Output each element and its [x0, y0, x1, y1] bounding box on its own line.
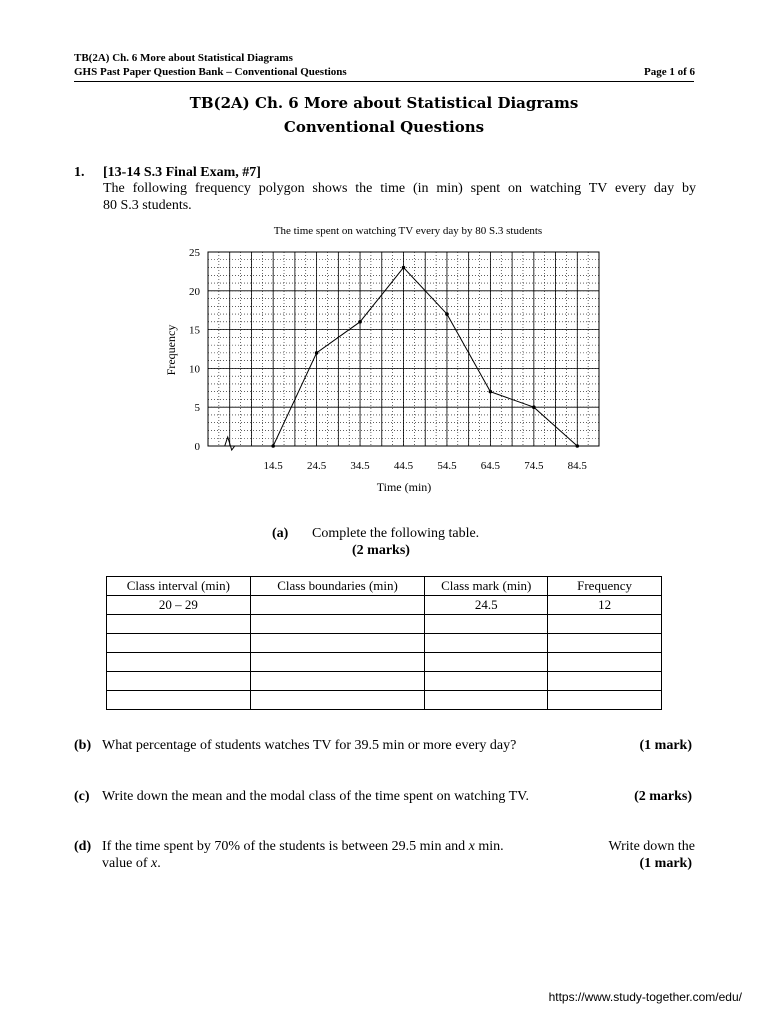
- chart-title: The time spent on watching TV every day by 80 S.3 students: [273, 225, 543, 237]
- x-axis-ticks: [264, 460, 588, 472]
- header-line1: TB(2A) Ch. 6 More about Statistical Diagrams: [74, 52, 293, 64]
- table-cell[interactable]: [250, 634, 425, 653]
- part-d-tail: Write down the: [608, 839, 695, 854]
- table-cell[interactable]: [107, 615, 251, 634]
- table-row: [107, 672, 662, 691]
- y-tick-label: 10: [189, 363, 200, 376]
- part-d-line2: [102, 856, 161, 872]
- question-number: 1.: [74, 165, 85, 180]
- part-d-line2-text-1: value of: [102, 856, 151, 871]
- part-d-variable: x: [468, 839, 475, 854]
- header-line2: GHS Past Paper Question Bank – Conventional Questions: [74, 66, 347, 78]
- table-cell[interactable]: [425, 634, 548, 653]
- data-point: [445, 312, 449, 316]
- part-b-text: What percentage of students watches TV for 39.5 min or more every day?: [102, 738, 517, 753]
- answer-table: [106, 576, 662, 710]
- y-tick-label: 25: [189, 247, 200, 259]
- x-tick-label: 64.5: [480, 460, 501, 472]
- table-row: [107, 691, 662, 710]
- part-d-text-2: min.: [474, 839, 504, 854]
- x-tick-label: 24.5: [306, 460, 327, 472]
- table-cell[interactable]: [425, 615, 548, 634]
- part-a-text: Complete the following table.: [312, 526, 480, 541]
- part-c-marks: (2 marks): [634, 789, 692, 804]
- table-cell[interactable]: [548, 634, 662, 653]
- part-d-line2-variable: x: [150, 856, 158, 871]
- part-d-line2-text-2: .: [157, 856, 161, 871]
- table-header-cell: Frequency: [548, 577, 662, 596]
- part-d-label: (d): [74, 839, 92, 854]
- table-cell[interactable]: [425, 672, 548, 691]
- table-cell[interactable]: [548, 653, 662, 672]
- x-tick-label: 84.5: [567, 460, 587, 472]
- page-number: Page 1 of 6: [643, 66, 695, 78]
- part-d-text-1: If the time spent by 70% of the students is between 29.5 min and: [102, 839, 469, 854]
- footer-url[interactable]: https://www.study-together.com/edu/: [548, 990, 742, 1004]
- part-c-label: (c): [74, 789, 90, 804]
- table-header-cell: Class mark (min): [425, 577, 548, 596]
- data-point: [271, 444, 275, 448]
- part-d-line1: [102, 839, 504, 855]
- table-header-cell: Class interval (min): [107, 577, 251, 596]
- table-cell[interactable]: [425, 691, 548, 710]
- y-tick-label: 20: [189, 285, 200, 298]
- table-header-cell: Class boundaries (min): [250, 577, 425, 596]
- question-intro-line1: The following frequency polygon shows the time (in min) spent on watching TV every day by: [103, 181, 696, 196]
- y-tick-label: 0: [194, 441, 200, 453]
- table-cell[interactable]: [548, 615, 662, 634]
- table-cell[interactable]: [250, 596, 425, 615]
- table-cell[interactable]: [250, 653, 425, 672]
- data-point: [315, 351, 319, 355]
- axis-break-mark: [218, 437, 240, 450]
- table-cell[interactable]: [548, 672, 662, 691]
- table-cell: 24.5: [425, 596, 548, 615]
- data-point: [489, 390, 493, 394]
- question-source: [13-14 S.3 Final Exam, #7]: [103, 165, 261, 180]
- data-point: [532, 405, 536, 409]
- y-axis-ticks: [189, 247, 201, 453]
- page-title: TB(2A) Ch. 6 More about Statistical Diagrams: [189, 94, 579, 112]
- major-grid: [208, 252, 599, 446]
- table-cell[interactable]: [250, 615, 425, 634]
- x-tick-label: 34.5: [350, 460, 370, 472]
- part-d-marks: (1 mark): [639, 856, 692, 871]
- data-point: [575, 444, 579, 448]
- table-row: [107, 653, 662, 672]
- y-axis-label: Frequency: [164, 324, 178, 376]
- x-tick-label: 44.5: [393, 460, 414, 472]
- table-cell[interactable]: [107, 653, 251, 672]
- page-subtitle: Conventional Questions: [283, 118, 485, 136]
- part-b-label: (b): [74, 738, 92, 753]
- table-cell[interactable]: [425, 653, 548, 672]
- x-tick-label: 14.5: [263, 460, 283, 472]
- y-tick-label: 15: [189, 324, 200, 337]
- part-a-label: (a): [272, 526, 289, 541]
- table-cell: 20 – 29: [107, 596, 251, 615]
- table-row: [107, 596, 662, 615]
- table-cell[interactable]: [250, 672, 425, 691]
- table-cell[interactable]: [107, 634, 251, 653]
- table-header-row: [107, 577, 662, 596]
- table-row: [107, 615, 662, 634]
- table-cell[interactable]: [548, 691, 662, 710]
- data-point: [358, 320, 362, 324]
- part-a-marks: (2 marks): [352, 543, 410, 558]
- table-cell[interactable]: [107, 691, 251, 710]
- part-b-marks: (1 mark): [639, 738, 692, 753]
- part-c-text: Write down the mean and the modal class of the time spent on watching TV.: [102, 789, 529, 804]
- table-cell[interactable]: [250, 691, 425, 710]
- table-row: [107, 634, 662, 653]
- x-axis-label: Time (min): [376, 480, 432, 494]
- x-tick-label: 54.5: [437, 460, 457, 472]
- question-intro-line2: 80 S.3 students.: [103, 198, 192, 213]
- table-cell[interactable]: [107, 672, 251, 691]
- table-cell: 12: [548, 596, 662, 615]
- x-tick-label: 74.5: [524, 460, 544, 472]
- y-tick-label: 5: [194, 402, 200, 415]
- data-point: [402, 266, 406, 270]
